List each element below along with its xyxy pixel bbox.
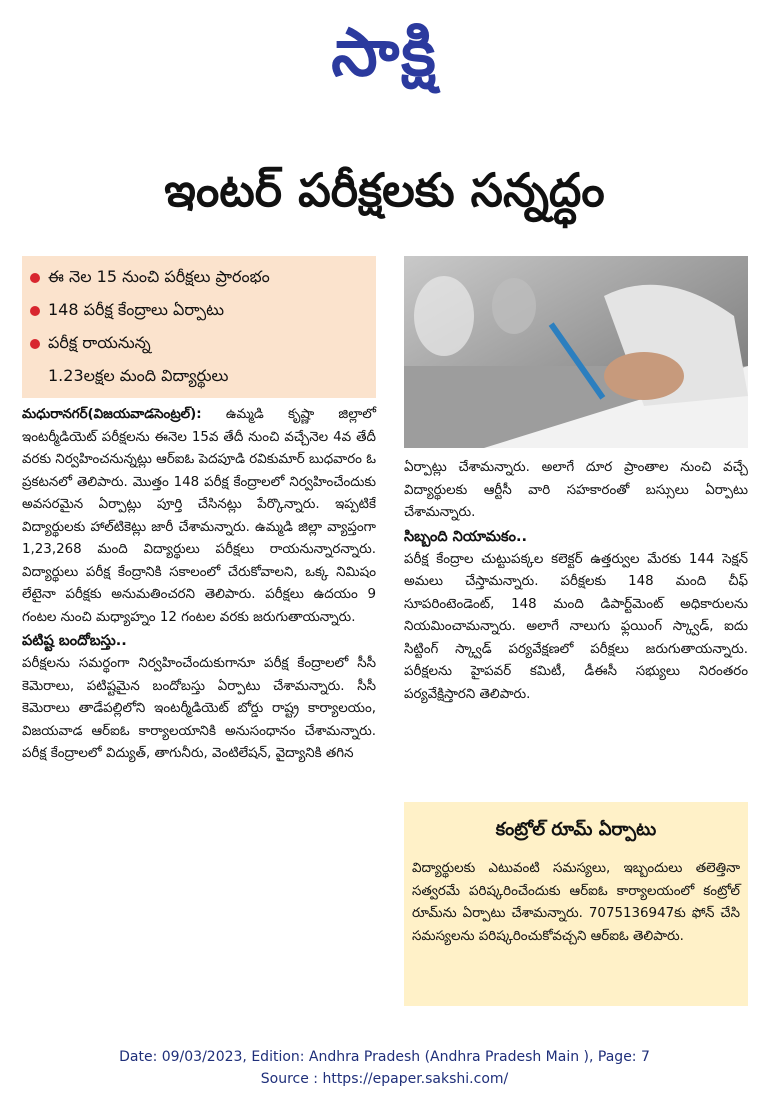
box-title: కంట్రోల్ రూమ్ ఏర్పాటు bbox=[495, 819, 657, 840]
footer-source: Source : https://epaper.sakshi.com/ bbox=[260, 1071, 509, 1087]
student-writing-image bbox=[404, 256, 748, 448]
highlights-box bbox=[22, 256, 376, 398]
exam-photo bbox=[404, 256, 748, 448]
headline: ఇంటర్ పరీక్షలకు సన్నద్ధం bbox=[164, 163, 605, 217]
bullet-icon bbox=[30, 273, 40, 283]
bullet-icon bbox=[30, 339, 40, 349]
footer-date-edition: Date: 09/03/2023, Edition: Andhra Pradesh (Andhra Pradesh Main ), Page: 7 bbox=[119, 1049, 650, 1065]
highlight-item: 148 పరీక్ష కేంద్రాలు ఏర్పాటు bbox=[30, 293, 368, 326]
highlight-item: పరీక్ష రాయనున్న bbox=[30, 326, 368, 359]
highlight-item: ఈ నెల 15 నుంచి పరీక్షలు ప్రారంభం bbox=[30, 260, 368, 293]
masthead-logo: సాక్షి bbox=[331, 14, 438, 91]
article-paragraph: మధురానగర్(విజయవాడసెంట్రల్): ఉమ్మడి కృష్ణా జిల్లాలో ఇంటర్మీడియెట్ పరీక్షలను ఈనెల 15వ తేదీ నుంచి వచ్చేనెల 4వ తేదీ వరకు నిర్వహించనున్నట్లు ఆర్ఐఓ పెదపూడి రవికుమార్ బుధవారం ఓ ప్రకటనలో తెలిపారు. మొత్తం 148 పరీక్ష కేంద్రాలలో నిర్వహించేందుకు అవసరమైన ఏర్పాట్లు పూర్తి చేసినట్లు పేర్కొన్నారు. ఇప్పటికే విద్యార్థులకు హాల్‌టికెట్లు జారీ చేశామన్నారు. ఉమ్మడి జిల్లా వ్యాప్తంగా 1,23,268 మంది విద్యార్థులు పరీక్షలు రాయనున్నారన్నారు. విద్యార్థులు పరీక్ష కేంద్రానికి సకాలంలో చేరుకోవాలని, ఒక్క నిమిషం లేటైనా పరీక్షకు అనుమతించరని తెలిపారు. పరీక్షలు ఉదయం 9 గంటల నుంచి మధ్యాహ్నం 12 గంటల వరకు జరుగుతాయన్నారు. bbox=[22, 407, 376, 625]
subhead-staff: సిబ్బంది నియామకం.. bbox=[404, 528, 527, 545]
box-body: విద్యార్థులకు ఎటువంటి సమస్యలు, ఇబ్బందులు తలెత్తినా సత్వరమే పరిష్కరించేందుకు ఆర్ఐఓ కార్యాలయంలో కంట్రోల్ రూమ్‌ను ఏర్పాటు చేశామన్నారు. 7075136947కు ఫోన్ చేసి సమస్యలను పరిష్కరించుకోవచ్చని ఆర్ఐఓ తెలిపారు. bbox=[412, 861, 740, 944]
article-paragraph: పరీక్షలను సమర్థంగా నిర్వహించేందుకుగానూ పరీక్ష కేంద్రాలలో సీసీ కెమెరాలు, పటిష్టమైన బందోబస్తు ఏర్పాటు చేశామన్నారు. సీసీ కెమెరాలు తాడేపల్లిలోని ఇంటర్మీడియెట్ బోర్డు రాష్ట్ర కార్యాలయం, విజయవాడ ఆర్ఐఓ కార్యాలయానికి అనుసంధానం చేశామన్నారు. పరీక్ష కేంద్రాలలో విద్యుత్, తాగునీరు, వెంటిలేషన్, వైద్యానికి తగిన bbox=[22, 656, 376, 761]
subhead-security: పటిష్ట బందోబస్తు.. bbox=[22, 633, 127, 649]
control-room-box bbox=[404, 802, 748, 1006]
article-column-right bbox=[404, 457, 748, 706]
article-paragraph: పరీక్ష కేంద్రాల చుట్టుపక్కల కలెక్టర్ ఉత్తర్వుల మేరకు 144 సెక్షన్ అమలు చేస్తామన్నారు. పరీక్షలకు 148 మంది చీఫ్ సూపరింటెండెంట్, 148 మంది డిపార్ట్‌మెంట్ అధికారులను నియమించామన్నారు. అలాగే నాలుగు ఫ్లయింగ్ స్క్వాడ్, ఐదు సిట్టింగ్ స్క్వాడ్ పర్యవేక్షణలో పరీక్షలు జరుగుతాయన్నారు. పరీక్షలను హైపవర్ కమిటీ, డీఈసీ సభ్యులు నిరంతరం పర్యవేక్షిస్తారని తెలిపారు. bbox=[404, 551, 748, 702]
dateline: మధురానగర్(విజయవాడసెంట్రల్): bbox=[22, 407, 202, 422]
highlight-item-continued: 1.23లక్షల మంది విద్యార్థులు bbox=[48, 366, 229, 385]
article-paragraph: ఏర్పాట్లు చేశామన్నారు. అలాగే దూర ప్రాంతాల నుంచి వచ్చే విద్యార్థులకు ఆర్టీసీ వారి సహకారంతో బస్సులు ఏర్పాటు చేశామన్నారు. bbox=[404, 460, 748, 520]
footer bbox=[0, 1046, 769, 1090]
article-column-left bbox=[22, 404, 376, 766]
bullet-icon bbox=[30, 306, 40, 316]
